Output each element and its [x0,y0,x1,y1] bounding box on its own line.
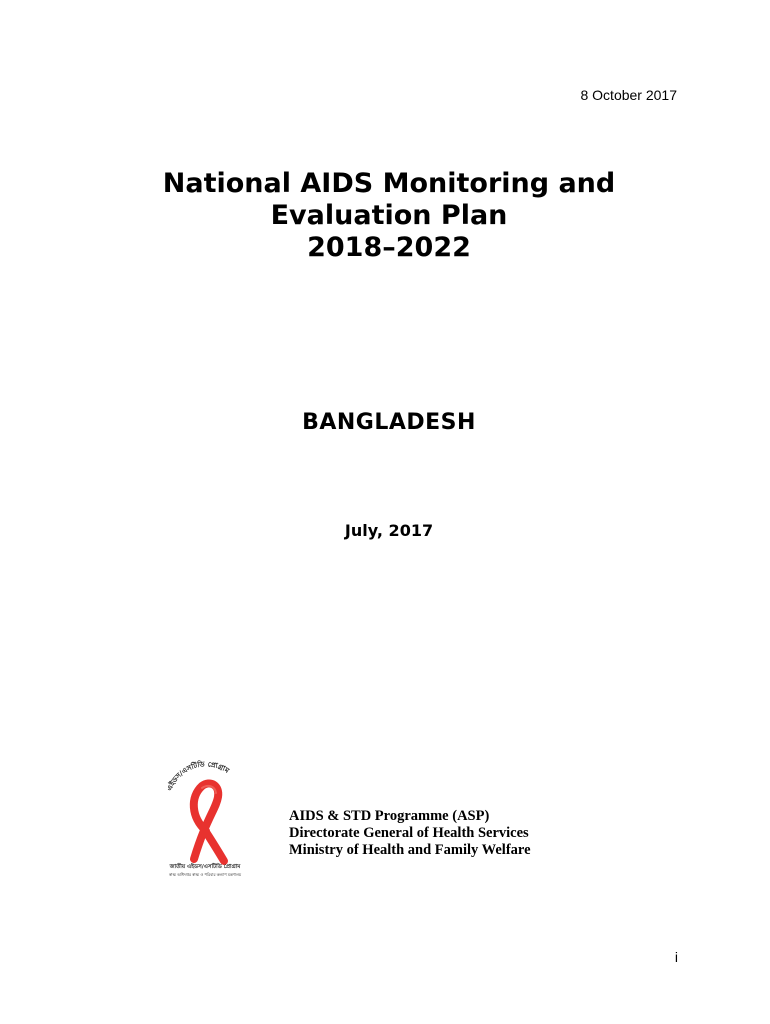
header-date: 8 October 2017 [580,87,677,103]
publication-date: July, 2017 [344,521,434,540]
title-line-3: 2018–2022 [307,232,471,263]
org-line-3: Ministry of Health and Family Welfare [289,842,531,858]
document-title [0,168,770,264]
country-name: BANGLADESH [302,410,476,435]
org-line-2: Directorate General of Health Services [289,825,529,841]
red-ribbon-logo [160,755,250,880]
organization-block [289,808,531,859]
title-line-1: National AIDS Monitoring and [162,168,616,199]
logo-bottom-text-1: জাতীয় এইডস/এসটিডি প্রোগ্রাম [169,864,241,870]
logo-bottom-text-2: স্বাস্থ্য অধিদপ্তর স্বাস্থ্য ও পরিবার কল্যাণ মন্ত্রণালয় [168,872,242,877]
title-line-2: Evaluation Plan [270,200,508,231]
ribbon-icon [160,755,250,880]
logo-arc-text: এইডস/এসটিডি প্রোগ্রাম [165,760,231,793]
org-line-1: AIDS & STD Programme (ASP) [289,808,490,824]
page-number: i [674,949,678,965]
